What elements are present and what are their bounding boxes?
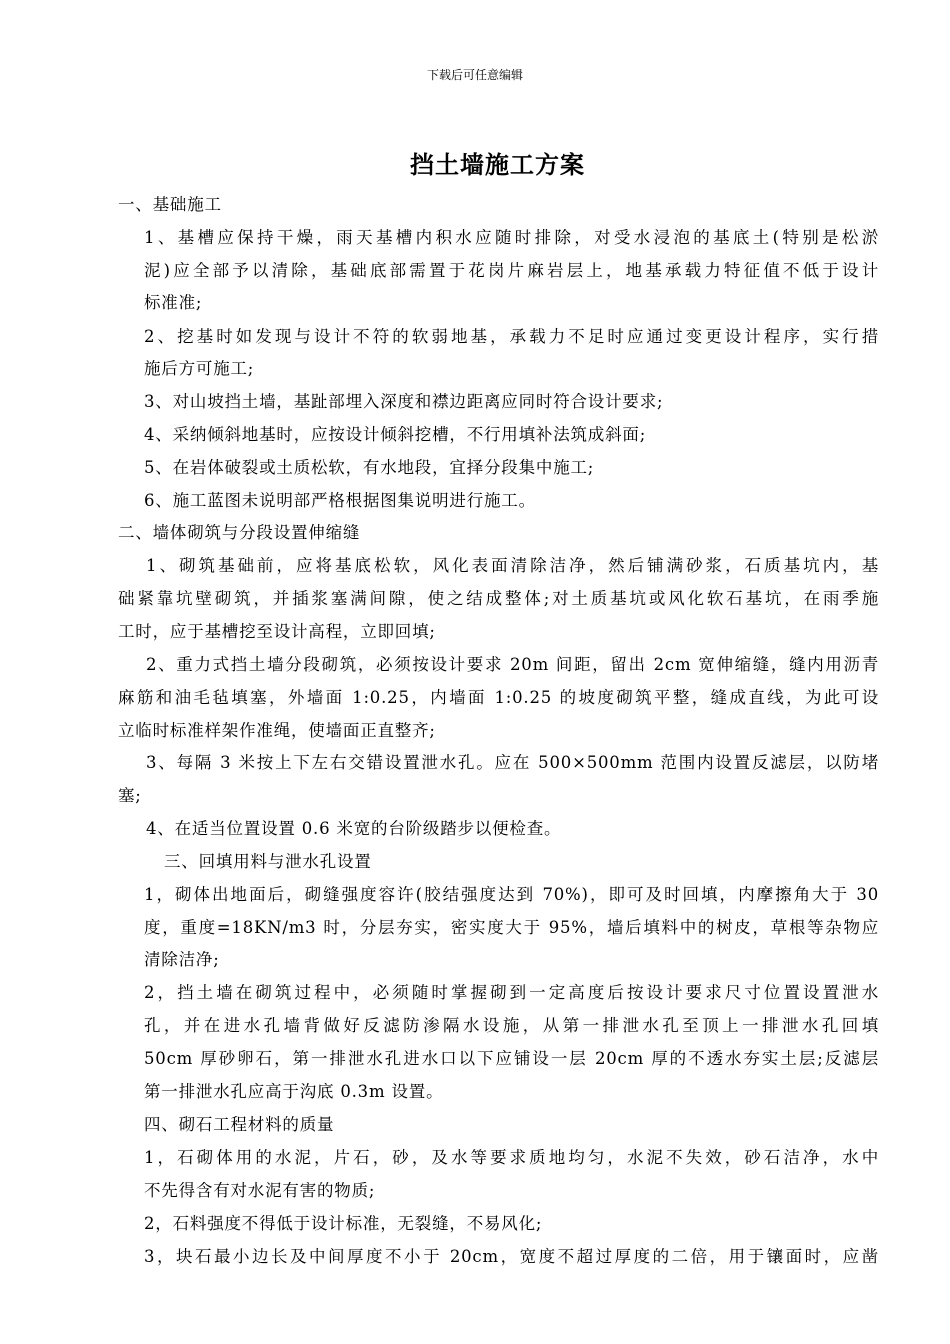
paragraph-line: 4、在适当位置设置 0.6 米宽的台阶级踏步以便检查。 — [146, 819, 562, 838]
paragraph-line: 3，块石最小边长及中间厚度不小于 20cm，宽度不超过厚度的二倍，用于镶面时，应凿 — [144, 1247, 879, 1266]
paragraph-line: 立临时标准样架作准绳，使墙面正直整齐; — [118, 721, 436, 740]
paragraph-line: 1，砌体出地面后，砌缝强度容许(胶结强度达到 70%)，即可及时回填，内摩擦角大于 30 — [144, 885, 879, 904]
paragraph-line: 1、基槽应保持干燥，雨天基槽内积水应随时排除，对受水浸泡的基底土(特别是松淤 — [144, 228, 879, 247]
paragraph-line: 度，重度=18KN/m3 时，分层夯实，密实度大于 95%，墙后填料中的树皮，草根等杂物应 — [144, 918, 879, 937]
paragraph-line: 3、对山坡挡土墙，基趾部埋入深度和襟边距离应同时符合设计要求; — [144, 392, 664, 411]
paragraph-line: 3、每隔 3 米按上下左右交错设置泄水孔。应在 500×500mm 范围内设置反滤层，以防堵 — [146, 753, 879, 772]
paragraph-line: 第一排泄水孔应高于沟底 0.3m 设置。 — [144, 1082, 444, 1101]
paragraph-line: 1，石砌体用的水泥，片石，砂，及水等要求质地均匀，水泥不失效，砂石洁净，水中 — [144, 1148, 879, 1167]
section-heading: 四、砌石工程材料的质量 — [144, 1115, 335, 1134]
paragraph-line: 塞; — [118, 786, 142, 805]
paragraph-line: 不先得含有对水泥有害的物质; — [144, 1181, 376, 1200]
paragraph-line: 2，挡土墙在砌筑过程中，必须随时掌握砌到一定高度后按设计要求尺寸位置设置泄水 — [144, 983, 879, 1002]
section-heading: 二、墙体砌筑与分段设置伸缩缝 — [118, 523, 361, 542]
paragraph-line: 50cm 厚砂卵石，第一排泄水孔进水口以下应铺设一层 20cm 厚的不透水夯实土层;反滤层 — [144, 1049, 879, 1068]
section-heading: 三、回填用料与泄水孔设置 — [164, 852, 372, 871]
paragraph-line: 2、挖基时如发现与设计不符的软弱地基，承载力不足时应通过变更设计程序，实行措 — [144, 327, 879, 346]
paragraph-line: 1、砌筑基础前，应将基底松软，风化表面清除洁净，然后铺满砂浆，石质基坑内，基 — [146, 556, 879, 575]
paragraph-line: 施后方可施工; — [144, 359, 255, 378]
paragraph-line: 清除洁净; — [144, 950, 220, 969]
paragraph-line: 工时，应于基槽挖至设计高程，立即回填; — [118, 622, 436, 641]
paragraph-line: 4、采纳倾斜地基时，应按设计倾斜挖槽，不行用填补法筑成斜面; — [144, 425, 647, 444]
paragraph-line: 础紧靠坑壁砌筑，并插浆塞满间隙，使之结成整体;对土质基坑或风化软石基坑，在雨季施 — [118, 589, 879, 608]
paragraph-line: 麻筋和油毛毡填塞，外墙面 1:0.25，内墙面 1:0.25 的坡度砌筑平整，缝成直线，为此可设 — [118, 688, 879, 707]
paragraph-line: 6、施工蓝图未说明部严格根据图集说明进行施工。 — [144, 491, 536, 510]
paragraph-line: 孔，并在进水孔墙背做好反滤防渗隔水设施，从第一排泄水孔至顶上一排泄水孔回填 — [144, 1016, 879, 1035]
paragraph-line: 泥)应全部予以清除，基础底部需置于花岗片麻岩层上，地基承载力特征值不低于设计 — [144, 261, 879, 280]
document-title: 挡土墙施工方案 — [410, 151, 585, 179]
paragraph-line: 标准准; — [144, 293, 203, 312]
paragraph-line: 2，石料强度不得低于设计标准，无裂缝，不易风化; — [144, 1214, 543, 1233]
paragraph-line: 5、在岩体破裂或土质松软，有水地段，宜择分段集中施工; — [144, 458, 595, 477]
header-note: 下载后可任意编辑 — [426, 68, 523, 82]
paragraph-line: 2、重力式挡土墙分段砌筑，必须按设计要求 20m 间距，留出 2cm 宽伸缩缝，缝内用沥青 — [146, 655, 879, 674]
section-heading: 一、基础施工 — [118, 195, 222, 214]
